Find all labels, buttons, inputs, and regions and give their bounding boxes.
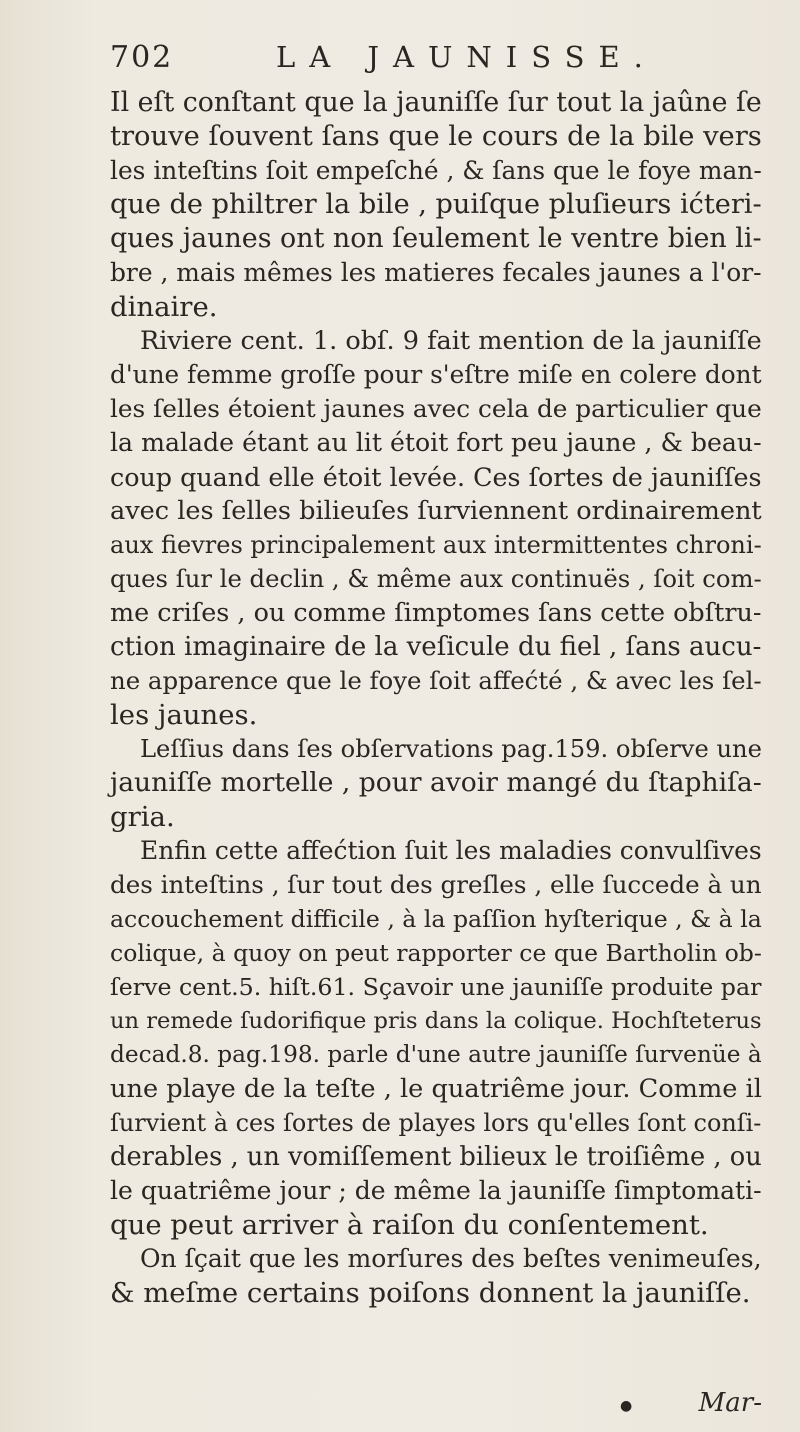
text-line: Enfin cette affećtion ſuit les maladies convulſives [140,836,762,865]
text-line: avec les ſelles bilieuſes ſurviennent ordinairement [110,496,762,526]
text-line: un remede ſudorifique pris dans la colique. Hochſteterus [110,1008,762,1034]
text-line: trouve ſouvent ſans que le cours de la bile vers [110,121,762,152]
text-line: Riviere cent. 1. obſ. 9 fait mention de la jauniſſe [140,326,762,356]
text-line: On ſçait que les morſures des beſtes venimeuſes, [140,1244,762,1273]
running-head [110,40,762,86]
text-line: dinaire. [110,291,218,323]
ink-dot-mark: ● [620,1398,633,1414]
text-line: gria. [110,801,175,833]
text-line: derables , un vomiſſement bilieux le troiſiême , ou [110,1142,762,1172]
text-line: aux fievres principalement aux intermittentes chroni- [110,531,762,559]
paragraph-1 [110,86,762,324]
text-line: ques jaunes ont non ſeulement le ventre bien li- [110,223,762,254]
text-line: les jaunes. [110,699,258,731]
text-line: le quatriême jour ; de même la jauniſſe ſimptomati- [110,1176,762,1205]
text-line: ne apparence que le foye ſoit affećté , & avec les ſel- [110,666,762,695]
text-line: & meſme certains poiſons donnent la jauniſſe. [110,1277,751,1309]
text-line: ques ſur le declin , & même aux continuës , ſoit com- [110,564,762,593]
text-line: Leſſius dans ſes obſervations pag.159. obſerve une [140,735,762,763]
text-line: jauniſſe mortelle , pour avoir mangé du ſtaphiſa- [110,767,762,798]
text-line: me criſes , ou comme ſimptomes ſans cette obſtru- [110,598,762,628]
page-number: 702 [110,40,174,75]
running-title: LA JAUNISSE. [276,40,657,74]
text-line: ſerve cent.5. hiſt.61. Sçavoir une jauniſſe produite par [110,973,762,1001]
text-line: que peut arriver à raiſon du conſentement. [110,1209,709,1241]
text-line: Il eſt conſtant que la jauniſſe ſur tout la jaûne ſe [110,87,762,118]
text-line: les inteſtins ſoit empeſché , & ſans que le foye man- [110,156,762,185]
text-line: bre , mais mêmes les matieres fecales jaunes a l'or- [110,258,762,287]
text-line: coup quand elle étoit levée. Ces ſortes de jauniſſes [110,462,762,492]
text-line: des inteſtins , ſur tout des greſles , elle ſuccede à un [110,870,762,899]
text-line: colique, à quoy on peut rapporter ce que Bartholin ob- [110,939,762,967]
text-line: accouchement difficile , à la paſſion hyſterique , & à la [110,905,762,933]
text-line: ſurvient à ces ſortes de playes lors qu'elles ſont conſi- [110,1109,762,1137]
text-line: decad.8. pag.198. parle d'une autre jauniſſe ſurvenüe à [110,1041,762,1068]
paragraph-3 [110,732,762,834]
text-line: que de philtrer la bile , puiſque pluſieurs ićteri- [110,189,762,220]
catchword: Mar- [698,1388,762,1418]
body-text [110,86,762,1310]
paragraph-4 [110,834,762,1242]
paragraph-5 [110,1242,762,1310]
paragraph-2 [110,324,762,732]
text-line: la malade étant au lit étoit fort peu jaune , & beau- [110,428,762,457]
text-line: les ſelles étoient jaunes avec cela de particulier que [110,394,762,423]
text-line: ction imaginaire de la veſicule du fiel , ſans aucu- [110,632,762,662]
text-line: d'une femme groſſe pour s'eſtre miſe en colere dont [110,360,762,389]
text-line: une playe de la teſte , le quatriême jour. Comme il [110,1074,762,1104]
